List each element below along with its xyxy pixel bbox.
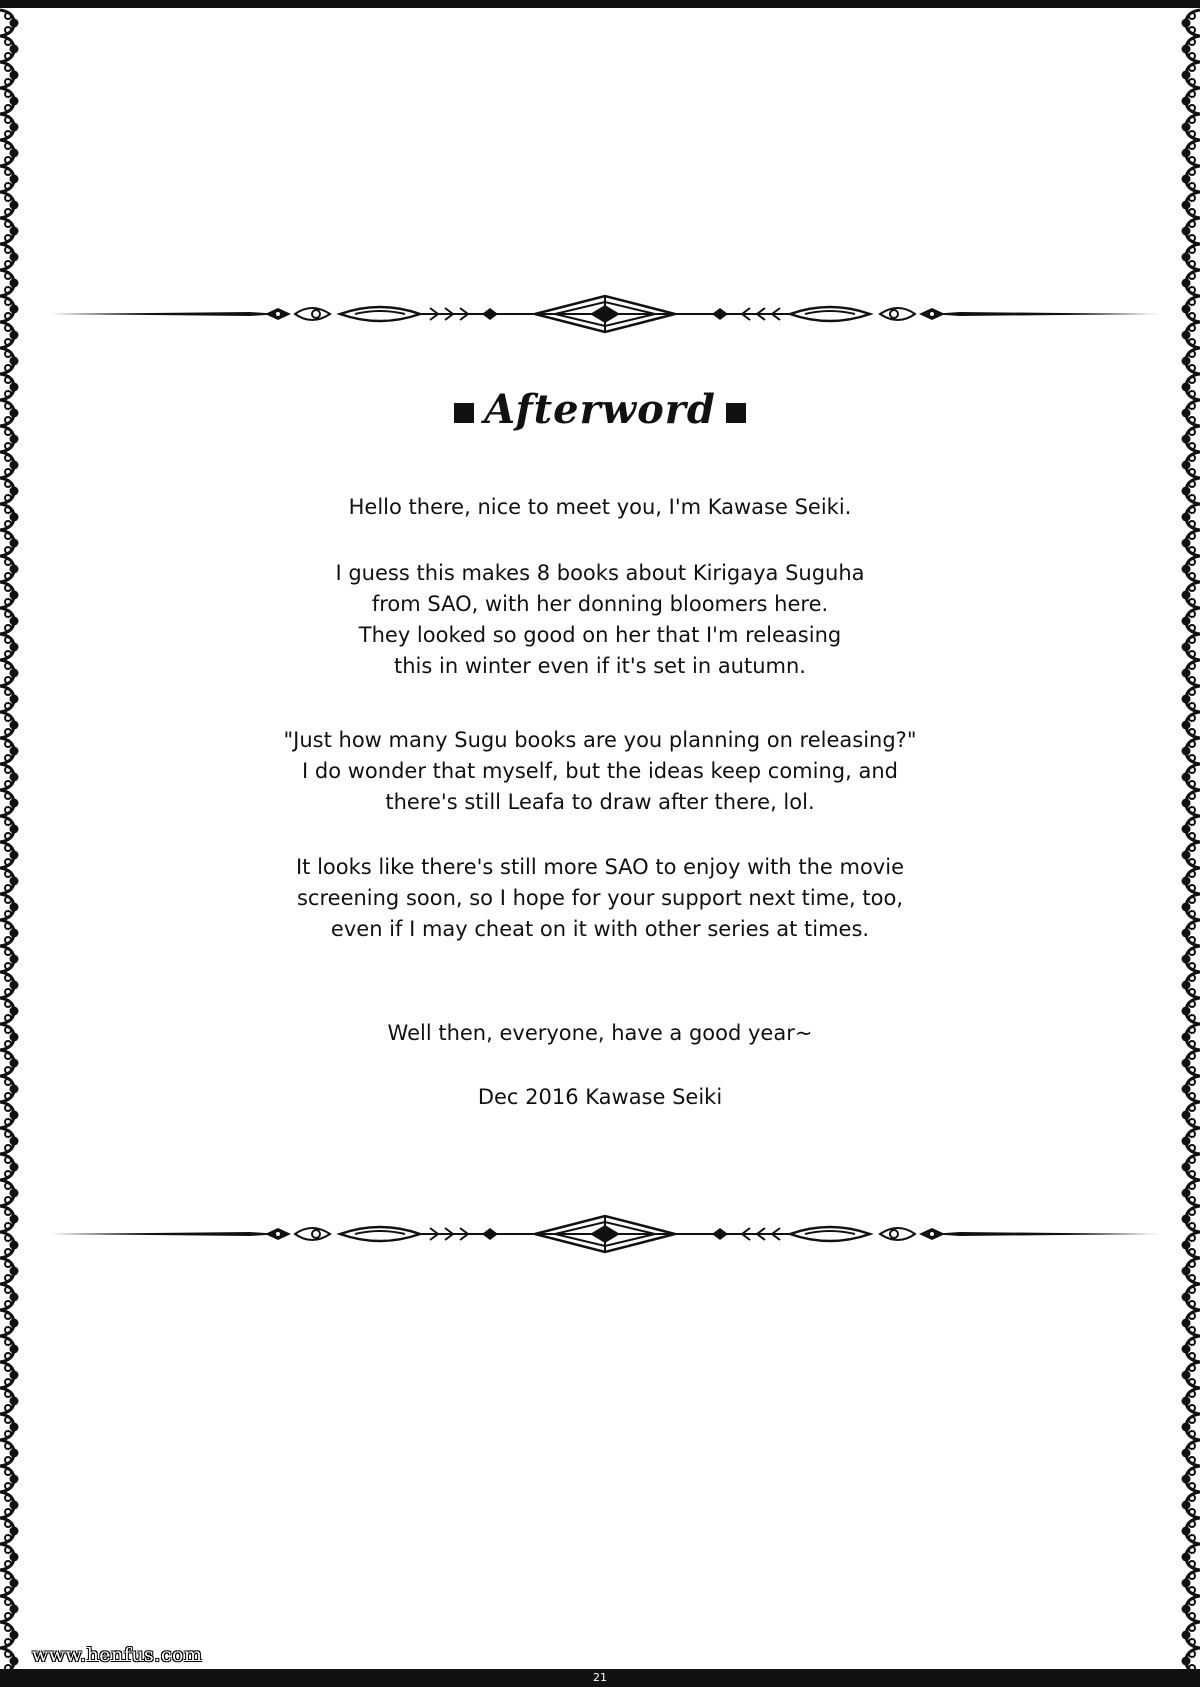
- paragraph-books: [0, 558, 1200, 682]
- text-line: "Just how many Sugu books are you planning on releasing?": [283, 728, 917, 752]
- ornamental-divider-top: [50, 294, 1160, 334]
- text-line: It looks like there's still more SAO to enjoy with the movie: [295, 855, 904, 879]
- paragraph-greeting: [0, 492, 1200, 523]
- text-line: screening soon, so I hope for your support next time, too,: [296, 886, 904, 910]
- square-bullet-icon: [454, 403, 474, 423]
- paragraph-closing: [0, 1018, 1200, 1049]
- paragraph-sao-movie: [0, 852, 1200, 945]
- ornamental-divider-bottom: [50, 1214, 1160, 1254]
- text-line: even if I may cheat on it with other series at times.: [330, 917, 870, 941]
- text-line: Dec 2016 Kawase Seiki: [477, 1085, 723, 1109]
- square-bullet-icon: [726, 403, 746, 423]
- heading-text: Afterword: [484, 386, 716, 433]
- text-line: from SAO, with her donning bloomers here.: [371, 592, 829, 616]
- text-line: Hello there, nice to meet you, I'm Kawase Seiki.: [348, 495, 852, 519]
- text-line: I guess this makes 8 books about Kirigaya Suguha: [335, 561, 865, 585]
- text-line: Well then, everyone, have a good year~: [387, 1021, 813, 1045]
- left-decorative-border: [0, 0, 26, 1687]
- text-line: there's still Leafa to draw after there, lol.: [385, 790, 815, 814]
- text-line: I do wonder that myself, but the ideas keep coming, and: [302, 759, 898, 783]
- signature-date: [0, 1082, 1200, 1113]
- page-title: [0, 386, 1200, 433]
- top-border-bar: [0, 0, 1200, 8]
- watermark-text: www.henfus.com: [32, 1644, 203, 1666]
- page-number: 21: [593, 1671, 607, 1684]
- text-line: this in winter even if it's set in autumn.: [394, 654, 806, 678]
- right-decorative-border: [1174, 0, 1200, 1687]
- paragraph-sugu: [0, 725, 1200, 818]
- text-line: They looked so good on her that I'm releasing: [358, 623, 842, 647]
